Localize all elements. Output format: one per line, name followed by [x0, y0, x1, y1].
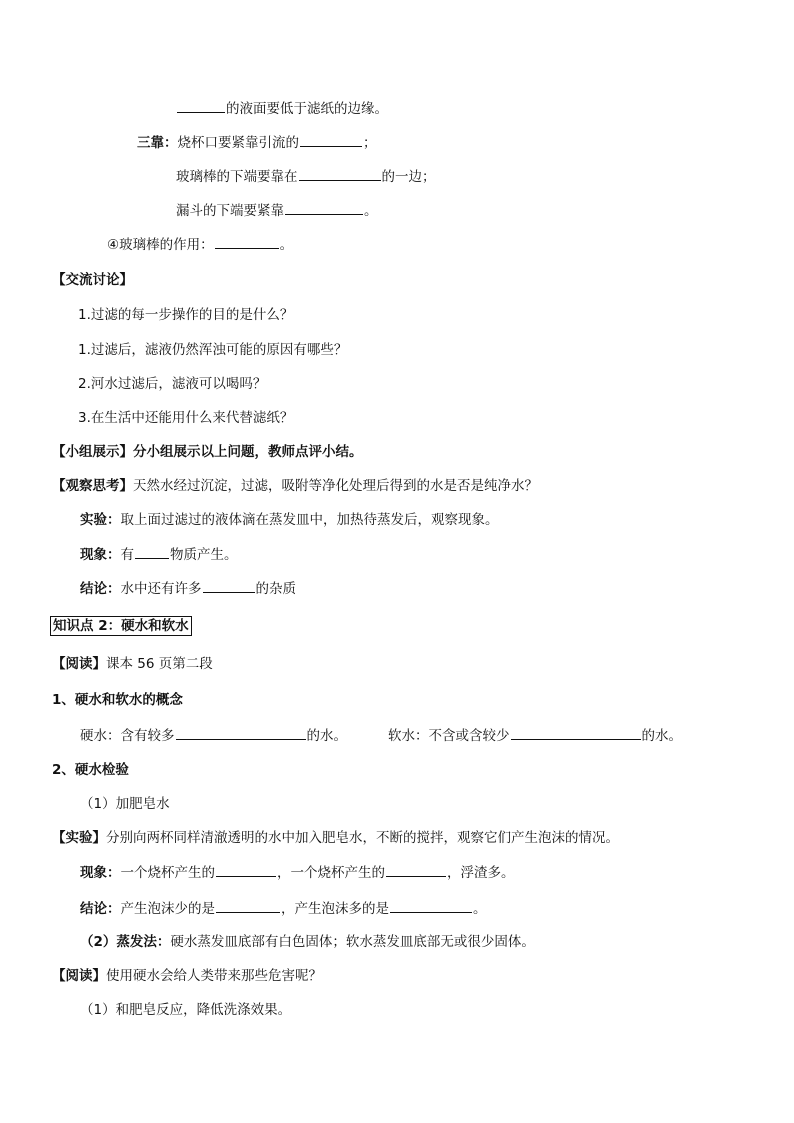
reading-line — [52, 654, 213, 674]
discussion-question: 3.在生活中还能用什么来代替滤纸？ — [78, 410, 294, 426]
discussion-question: 1.过滤的每一步操作的目的是什么？ — [78, 307, 294, 323]
test-conclusion-line: 结论：产生泡沫少的是 ，产生泡沫多的是 。 — [80, 898, 487, 919]
conclusion-line: 结论：水中还有许多 的杂质 — [80, 578, 296, 599]
beaker-mouth-text: 烧杯口要紧靠引流的 — [177, 135, 299, 151]
concepts-heading: 1、硬水和软水的概念 — [52, 692, 183, 708]
answer-blank — [135, 544, 169, 559]
knowledge-point-title: 知识点 2：硬水和软水 — [50, 616, 192, 636]
discussion-question: 1.过滤后，滤液仍然浑浊可能的原因有哪些？ — [78, 342, 348, 358]
discussion-question: 2.河水过滤后，滤液可以喝吗？ — [78, 376, 267, 392]
three-lean-label: 三靠： — [137, 135, 178, 151]
test-heading: 2、硬水检验 — [52, 762, 129, 778]
experiment-line — [80, 510, 499, 530]
phenomenon-label: 现象： — [80, 547, 121, 563]
funnel-line: 漏斗的下端要紧靠 。 — [176, 200, 378, 221]
phenomenon-line: 现象：有 物质产生。 — [80, 544, 238, 565]
test-experiment-line — [52, 828, 619, 848]
answer-blank — [176, 725, 306, 740]
test-experiment-text: 分别向两杯同样清澈透明的水中加入肥皂水，不断的搅拌，观察它们产生泡沫的情况。 — [106, 830, 619, 846]
funnel-text: 漏斗的下端要紧靠 — [176, 203, 284, 219]
answer-blank — [216, 898, 280, 913]
answer-blank — [203, 578, 255, 593]
liquid-level-text: 的液面要低于滤纸的边缘。 — [226, 101, 388, 117]
answer-blank — [216, 862, 276, 877]
reading-line — [52, 966, 322, 986]
observe-line — [52, 476, 538, 496]
answer-blank — [386, 862, 446, 877]
evaporation-method-line — [80, 932, 535, 952]
evaporation-method-text: 硬水蒸发皿底部有白色固体；软水蒸发皿底部无或很少固体。 — [170, 934, 535, 950]
test-experiment-label: 【实验】 — [52, 830, 106, 846]
experiment-label: 实验： — [80, 512, 121, 528]
glass-rod-line: 玻璃棒的下端要靠在 的一边； — [176, 166, 436, 187]
reading-label: 【阅读】 — [52, 968, 106, 984]
answer-blank — [215, 234, 279, 249]
three-lean-line: 三靠：烧杯口要紧靠引流的 ； — [137, 132, 377, 153]
group-show-text: 分小组展示以上问题，教师点评小结。 — [133, 444, 363, 460]
hard-water-definition: 硬水：含有较多 的水。 — [80, 725, 347, 746]
rod-function-line: ④玻璃棒的作用： 。 — [107, 234, 293, 255]
test-phenomenon-line: 现象：一个烧杯产生的 ，一个烧杯产生的 ，浮渣多。 — [80, 862, 515, 883]
liquid-level-line — [176, 98, 388, 119]
soft-water-definition: 软水：不含或含较少 的水。 — [388, 725, 682, 746]
answer-blank — [390, 898, 472, 913]
rod-function-text: ④玻璃棒的作用： — [107, 237, 214, 253]
answer-blank — [300, 132, 362, 147]
observe-label: 【观察思考】 — [52, 478, 133, 494]
answer-blank — [299, 166, 381, 181]
observe-text: 天然水经过沉淀，过滤，吸附等净化处理后得到的水是否是纯净水？ — [133, 478, 538, 494]
method1-label: （1）加肥皂水 — [80, 796, 170, 812]
discussion-heading: 【交流讨论】 — [52, 272, 133, 288]
group-show-line — [52, 442, 363, 462]
reading-text: 课本 56 页第二段 — [106, 656, 213, 672]
group-show-label: 【小组展示】 — [52, 444, 133, 460]
experiment-text: 取上面过滤过的液体滴在蒸发皿中，加热待蒸发后，观察现象。 — [120, 512, 499, 528]
evaporation-method-label: （2）蒸发法： — [80, 934, 171, 950]
answer-blank — [285, 200, 363, 215]
conclusion-label: 结论： — [80, 581, 121, 597]
reading-text: 使用硬水会给人类带来那些危害呢？ — [106, 968, 322, 984]
answer-blank — [177, 98, 225, 113]
harm-item: （1）和肥皂反应，降低洗涤效果。 — [80, 1002, 292, 1018]
reading-label: 【阅读】 — [52, 656, 106, 672]
answer-blank — [511, 725, 641, 740]
glass-rod-text: 玻璃棒的下端要靠在 — [176, 169, 298, 185]
